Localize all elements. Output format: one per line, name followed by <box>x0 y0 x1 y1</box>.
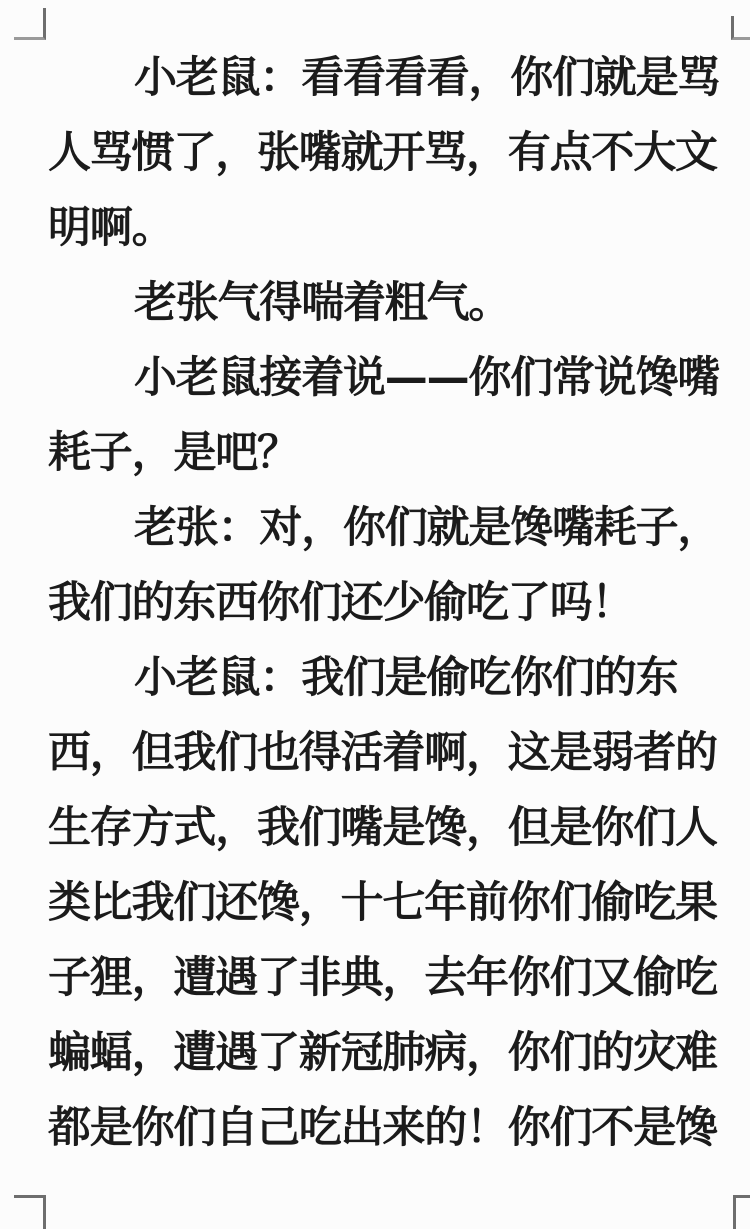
text-line: 明啊。 <box>48 203 174 253</box>
text-boundary-corner-top-left-icon <box>14 8 46 40</box>
text-line: 老张：对，你们就是馋嘴耗子， <box>134 503 720 553</box>
paragraph <box>48 41 720 266</box>
text-line: 西，但我们也得活着啊，这是弱者的 <box>48 728 717 778</box>
text-line: 类比我们还馋，十七年前你们偷吃果 <box>48 878 717 928</box>
paragraph <box>48 341 720 491</box>
text-line: 小老鼠接着说——你们常说馋嘴 <box>134 353 720 403</box>
text-line: 老张气得喘着粗气。 <box>134 278 511 328</box>
text-line: 子狸，遭遇了非典，去年你们又偷吃 <box>48 953 717 1003</box>
text-boundary-corner-bottom-right-icon <box>733 1195 750 1229</box>
paragraph <box>48 491 720 641</box>
text-boundary-corner-bottom-left-icon <box>14 1195 46 1229</box>
text-line: 小老鼠：我们是偷吃你们的东 <box>134 653 678 703</box>
text-line: 小老鼠：看看看看，你们就是骂 <box>134 53 720 103</box>
paragraph <box>48 266 720 341</box>
text-line: 耗子，是吧？ <box>48 428 299 478</box>
text-line: 我们的东西你们还少偷吃了吗！ <box>48 578 634 628</box>
paragraph <box>48 641 720 1166</box>
text-line: 生存方式，我们嘴是馋，但是你们人 <box>48 803 717 853</box>
document-text <box>48 41 720 1166</box>
text-line: 人骂惯了，张嘴就开骂，有点不大文 <box>48 128 717 178</box>
text-line: 蝙蝠，遭遇了新冠肺病，你们的灾难 <box>48 1028 717 1078</box>
text-line: 都是你们自己吃出来的！你们不是馋 <box>48 1103 717 1153</box>
text-boundary-corner-top-right-icon <box>731 16 750 40</box>
